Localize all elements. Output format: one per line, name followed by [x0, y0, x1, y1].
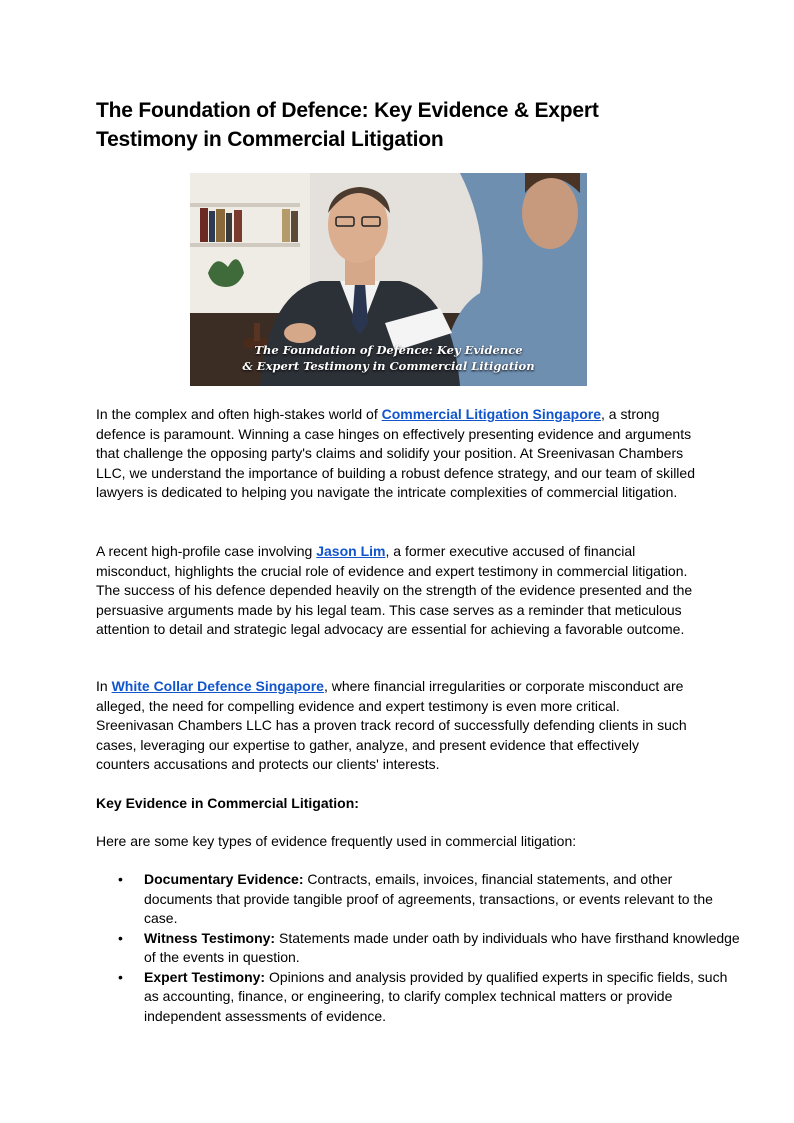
list-item	[118, 870, 744, 929]
jason-lim-link[interactable]: Jason Lim	[316, 543, 386, 559]
evidence-intro-paragraph: Here are some key types of evidence frequently used in commercial litigation:	[96, 833, 577, 849]
list-item-text: Opinions and analysis provided by qualified experts in specific fields, such as accounting, finance, or engineering, to clarify complex technical matters or provide independent assessments of evidence.	[144, 968, 728, 1024]
list-item-term: Witness Testimony:	[144, 929, 276, 946]
case-paragraph	[96, 542, 696, 640]
white-collar-defence-link[interactable]: White Collar Defence Singapore	[111, 678, 324, 694]
commercial-litigation-link[interactable]: Commercial Litigation Singapore	[381, 406, 601, 422]
list-item-term: Expert Testimony:	[144, 968, 266, 985]
list-item-text: Contracts, emails, invoices, financial statements, and other documents that provide tangible proof of agreements, transactions, or events relevant to the case.	[144, 871, 713, 926]
hero-caption-line1: The Foundation of Defence: Key Evidence	[254, 343, 523, 357]
white-collar-text-before: In	[96, 678, 112, 694]
list-item-text: Statements made under oath by individuals who have firsthand knowledge of the events in question.	[144, 929, 740, 965]
bullet-icon: •	[118, 968, 123, 985]
document-page	[96, 96, 740, 1024]
page-title: The Foundation of Defence: Key Evidence & Expert Testimony in Commercial Litigation	[96, 99, 599, 151]
hero-image	[190, 173, 587, 386]
hero-caption-line2: & Expert Testimony in Commercial Litigation	[242, 359, 535, 373]
white-collar-text-after: , where financial irregularities or corporate misconduct are alleged, the need for compelling evidence and expert testimony is even more critical. Sreenivasan Chambers LLC has a proven track record of successfully defending clients in such cases, leveraging our expertise to gather, analyze, and present evidence that effectively counters accusations and protects our clients' interests.	[96, 678, 687, 772]
list-item-term: Documentary Evidence:	[144, 871, 304, 887]
section-heading: Key Evidence in Commercial Litigation:	[96, 795, 359, 811]
intro-text-after: , a strong defence is paramount. Winning a case hinges on effectively presenting evidence and arguments that challenge the opposing party's claims and solidify your position. At Sreenivasan Chambers LLC, we understand the importance of building a robust defence strategy, and our team of skilled lawyers is dedicated to helping you navigate the intricate complexities of commercial litigation.	[96, 406, 695, 500]
bullet-icon: •	[118, 871, 123, 887]
case-text-after: , a former executive accused of financial misconduct, highlights the crucial role of evidence and expert testimony in commercial litigation. The success of his defence depended heavily on the strength of the evidence presented and the persuasive arguments made by his legal team. This case serves as a reminder that meticulous attention to detail and strategic legal advocacy are essential for achieving a favorable outcome.	[96, 543, 693, 637]
white-collar-paragraph	[96, 677, 696, 775]
intro-paragraph	[96, 405, 696, 503]
evidence-list	[96, 870, 744, 1026]
intro-text-before: In the complex and often high-stakes world of	[96, 406, 382, 422]
bullet-icon: •	[118, 929, 123, 946]
list-item	[118, 929, 744, 968]
hero-caption	[190, 342, 587, 374]
case-text-before: A recent high-profile case involving	[96, 543, 317, 559]
list-item	[118, 968, 744, 1027]
